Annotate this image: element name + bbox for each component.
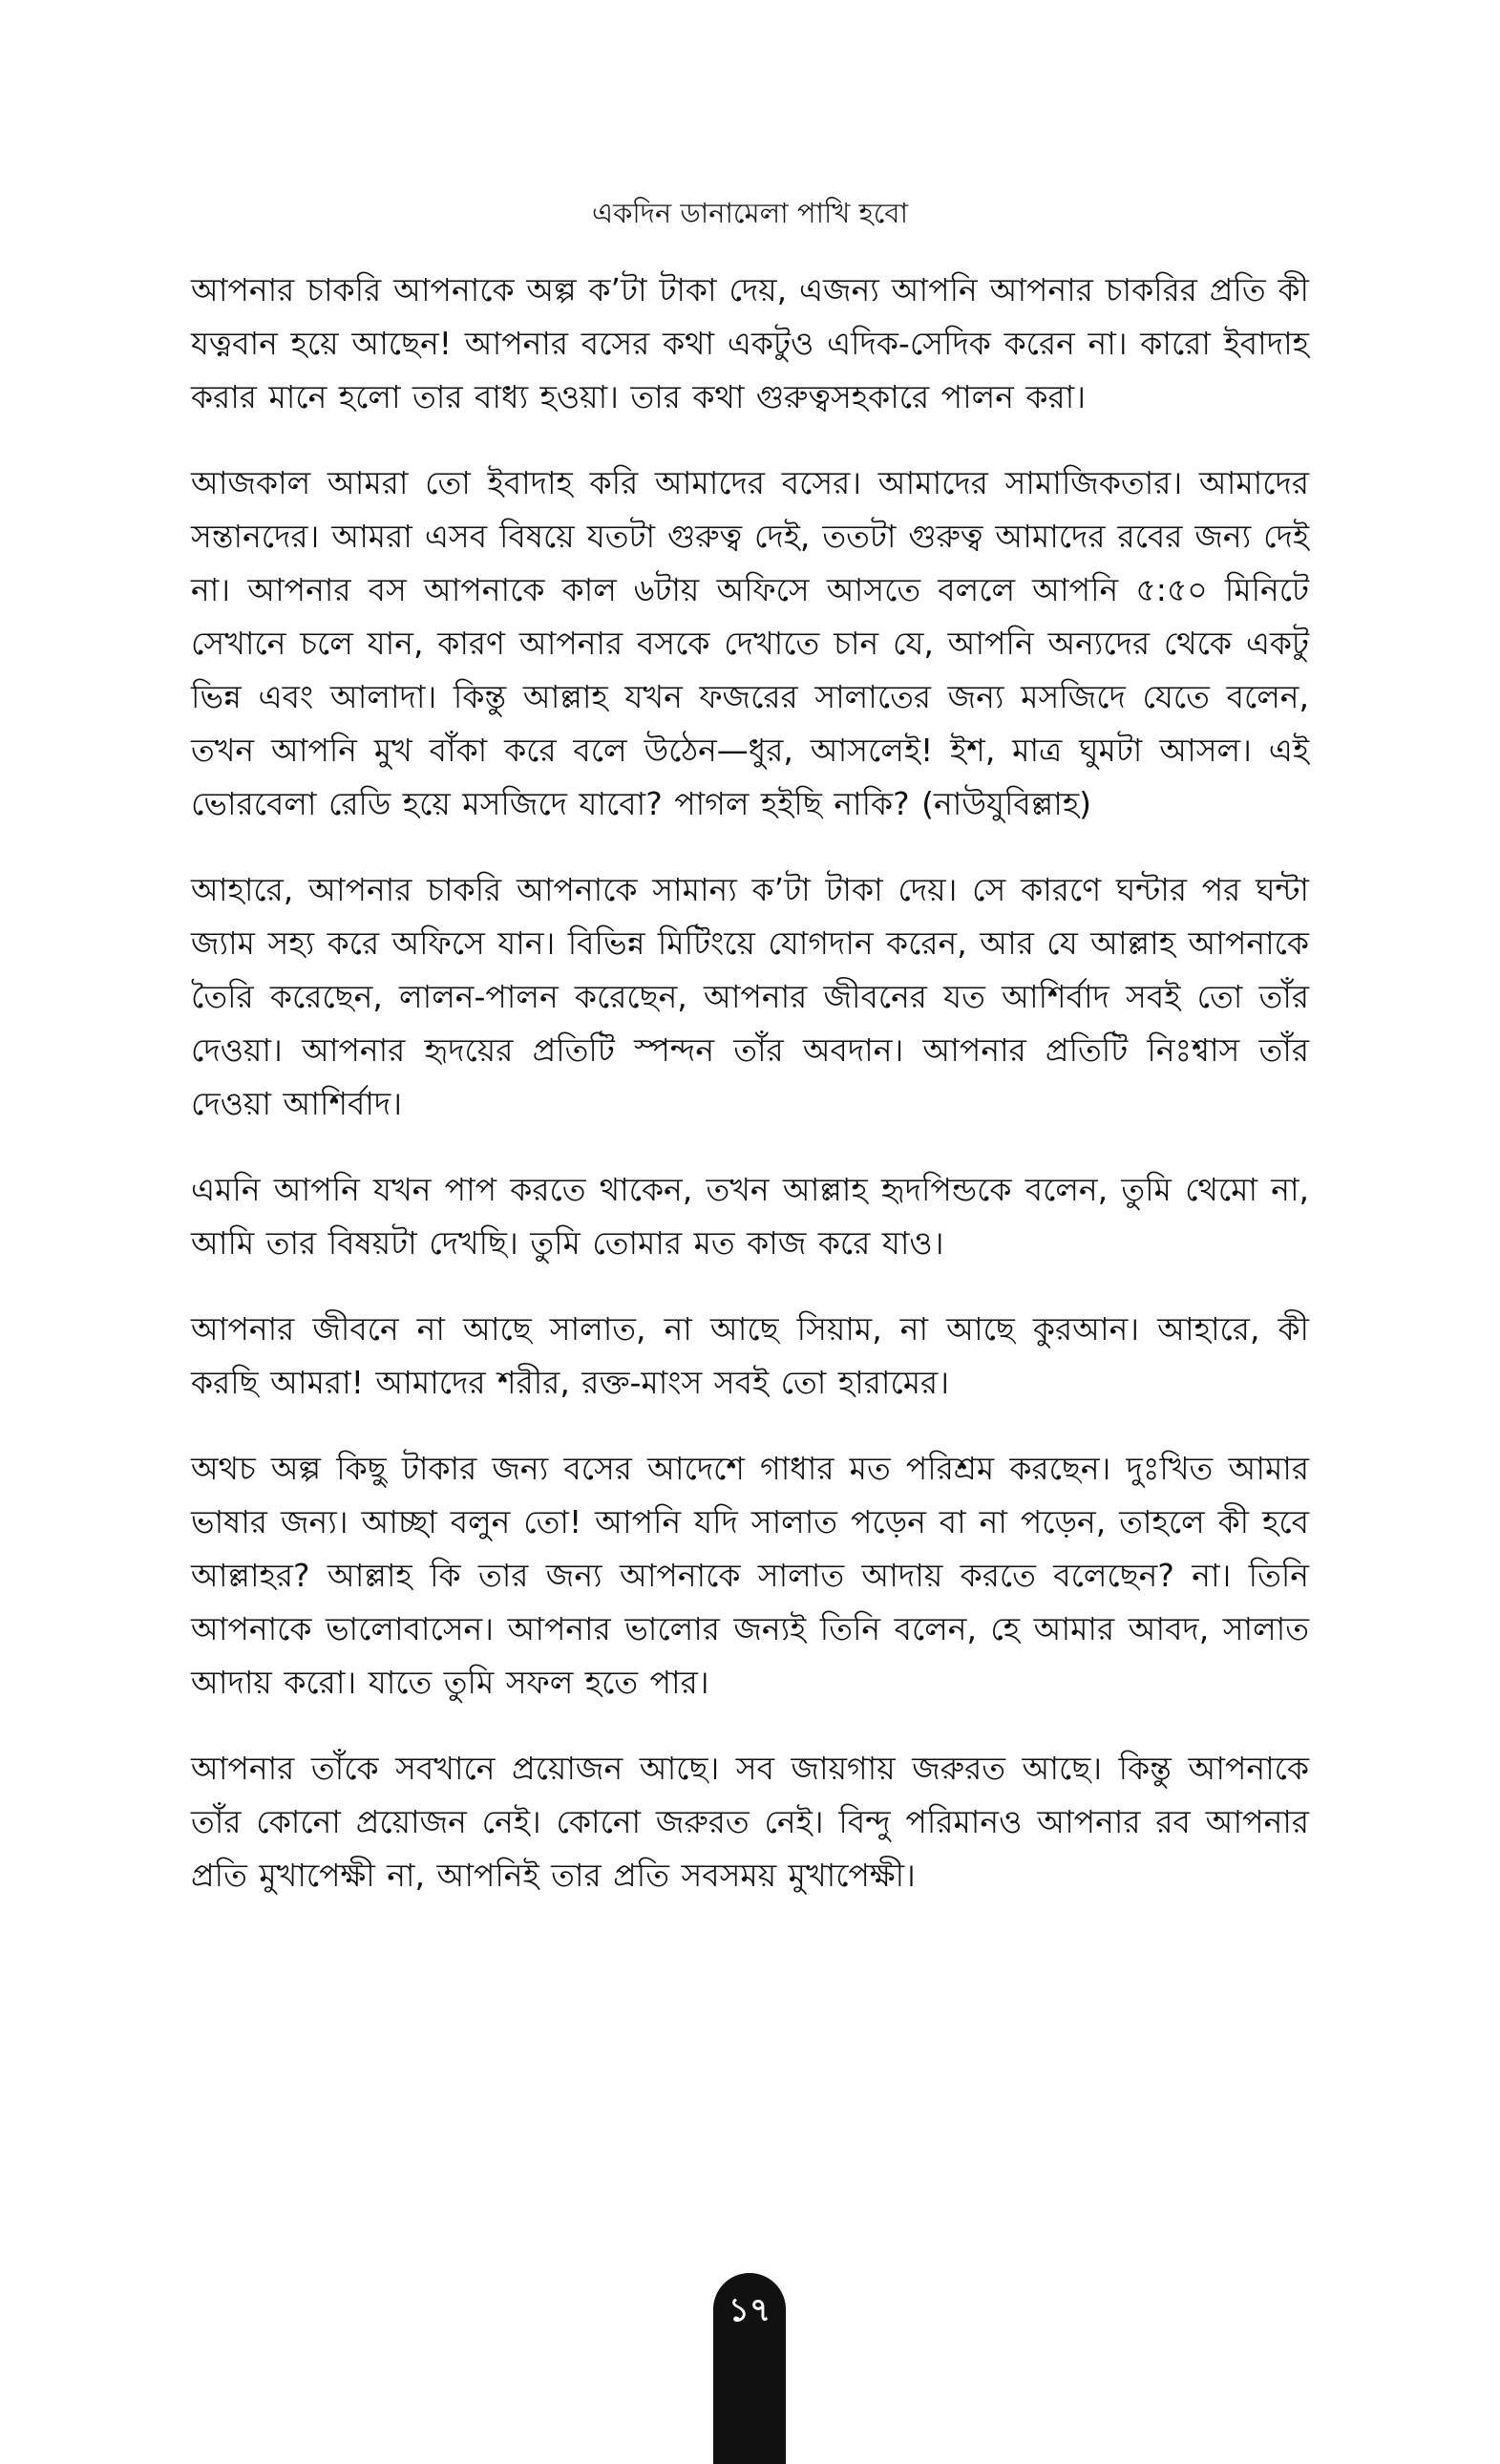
paragraph: আপনার চাকরি আপনাকে অল্প ক’টা টাকা দেয়, এজন্য আপনি আপনার চাকরির প্রতি কী যত্নবান হয়ে আছেন! আপনার বসের কথা একটুও এদিক-সেদিক করেন না। কারো ইবাদাহ করার মানে হলো তার বাধ্য হওয়া। তার কথা গুরুত্বসহকারে পালন করা। <box>191 271 1309 415</box>
running-header: একদিন ডানামেলা পাখি হবো <box>592 197 908 229</box>
paragraph: এমনি আপনি যখন পাপ করতে থাকেন, তখন আল্লাহ হৃদপিন্ডকে বলেন, তুমি থেমো না, আমি তার বিষয়টা দেখছি। তুমি তোমার মত কাজ করে যাও। <box>191 1171 1309 1262</box>
paragraph: আপনার জীবনে না আছে সালাত, না আছে সিয়াম, না আছে কুরআন। আহারে, কী করছি আমরা! আমাদের শরীর, রক্ত-মাংস সবই তো হারামের। <box>191 1310 1309 1401</box>
body-text <box>191 264 1309 1935</box>
page-number: ১৭ <box>728 2291 771 2329</box>
paragraph: অথচ অল্প কিছু টাকার জন্য বসের আদেশে গাধার মত পরিশ্রম করছেন। দুঃখিত আমার ভাষার জন্য। আচ্ছা বলুন তো! আপনি যদি সালাত পড়েন বা না পড়েন, তাহলে কী হবে আল্লাহর? আল্লাহ কি তার জন্য আপনাকে সালাত আদায় করতে বলেছেন? না। তিনি আপনাকে ভালোবাসেন। আপনার ভালোর জন্যই তিনি বলেন, হে আমার আবদ, সালাত আদায় করো। যাতে তুমি সফল হতে পার। <box>191 1450 1309 1701</box>
paragraph: আহারে, আপনার চাকরি আপনাকে সামান্য ক’টা টাকা দেয়। সে কারণে ঘন্টার পর ঘন্টা জ্যাম সহ্য করে অফিসে যান। বিভিন্ন মিটিংয়ে যোগদান করেন, আর যে আল্লাহ আপনাকে তৈরি করেছেন, লালন-পালন করেছেন, আপনার জীবনের যত আশির্বাদ সবই তো তাঁর দেওয়া। আপনার হৃদয়ের প্রতিটি স্পন্দন তাঁর অবদান। আপনার প্রতিটি নিঃশ্বাস তাঁর দেওয়া আশির্বাদ। <box>191 871 1309 1122</box>
paragraph: আজকাল আমরা তো ইবাদাহ করি আমাদের বসের। আমাদের সামাজিকতার। আমাদের সন্তানদের। আমরা এসব বিষয়ে যতটা গুরুত্ব দেই, ততটা গুরুত্ব আমাদের রবের জন্য দেই না। আপনার বস আপনাকে কাল ৬টায় অফিসে আসতে বললে আপনি ৫:৫০ মিনিটে সেখানে চলে যান, কারণ আপনার বসকে দেখাতে চান যে, আপনি অন্যদের থেকে একটু ভিন্ন এবং আলাদা। কিন্তু আল্লাহ যখন ফজরের সালাতের জন্য মসজিদে যেতে বলেন, তখন আপনি মুখ বাঁকা করে বলে উঠেন—ধুর, আসলেই! ইশ, মাত্র ঘুমটা আসল। এই ভোরবেলা রেডি হয়ে মসজিদে যাবো? পাগল হইছি নাকি? (নাউযুবিল্লাহ) <box>191 464 1309 822</box>
paragraph: আপনার তাঁকে সবখানে প্রয়োজন আছে। সব জায়গায় জরুরত আছে। কিন্তু আপনাকে তাঁর কোনো প্রয়োজন নেই। কোনো জরুরত নেই। বিন্দু পরিমানও আপনার রব আপনার প্রতি মুখাপেক্ষী না, আপনিই তার প্রতি সবসময় মুখাপেক্ষী। <box>191 1750 1309 1894</box>
